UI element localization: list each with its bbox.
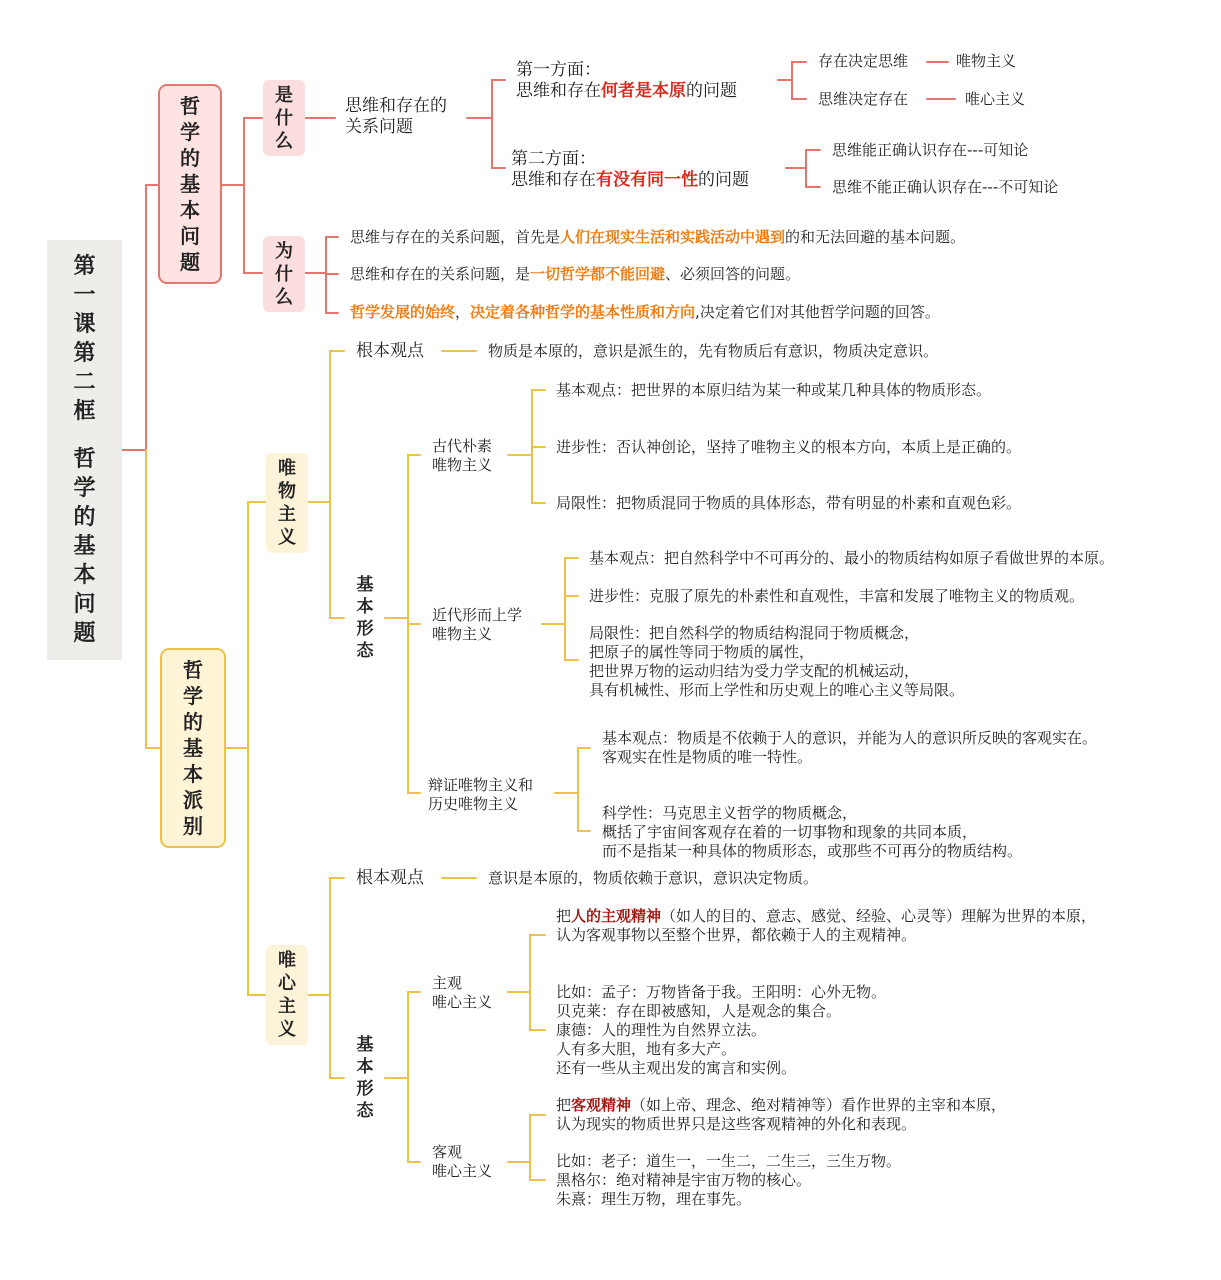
- materialism-basic-view-label: 根本观点: [356, 341, 424, 361]
- aspect1-connector: [778, 62, 806, 99]
- objective-connector: [508, 1115, 545, 1180]
- leaf-thought-determines: 思维决定存在: [818, 90, 909, 108]
- branch-basic-schools: 哲 学 的 基 本 派 别: [160, 648, 226, 848]
- dialectical-materialism-label: 辩证唯物主义和 历史唯物主义: [428, 776, 534, 813]
- aspect1-title: 第一方面：: [516, 60, 601, 80]
- modern-basic-view: 基本观点：把自然科学中不可再分的、最小的物质结构如原子看做世界的本原。: [589, 549, 1115, 567]
- idealism-basic-view: 意识是本原的，物质依赖于意识，意识决定物质。: [488, 869, 819, 887]
- leaf-dash: [927, 62, 955, 99]
- materialism-basic-view: 物质是本原的，意识是派生的，先有物质后有意识，物质决定意识。: [488, 342, 939, 360]
- why-reason-1: 思维与存在的关系问题，首先是人们在现实生活和实践活动中遇到的和无法回避的基本问题。: [350, 228, 966, 246]
- subjective-connector: [508, 935, 545, 1030]
- ancient-limitation: 局限性：把物质混同于物质的具体形态，带有明显的朴素和直观色彩。: [556, 494, 1022, 512]
- idealism-forms-label: 基 本 形 态: [356, 1035, 374, 1121]
- ancient-connector: [508, 390, 545, 503]
- modern-materialism-label: 近代形而上学 唯物主义: [432, 606, 523, 643]
- relation-connector: [467, 80, 505, 168]
- idealism-basic-view-label: 根本观点: [356, 868, 424, 888]
- leaf-materialism: 唯物主义: [956, 52, 1017, 70]
- subjective-examples: 比如：孟子：万物皆备于我。王阳明：心外无物。 贝克莱：存在即被感知，人是观念的集合。 康德：人的理性为自然界立法。 人有多大胆，地有多大产。 还有一些从主观出发的寓言和实例。: [556, 983, 887, 1077]
- dialectical-basic-view: 基本观点：物质是不依赖于人的意识，并能为人的意识所反映的客观实在。 客观实在性是物质的唯一特性。: [602, 729, 1098, 766]
- objective-idealism-label: 客观 唯心主义: [432, 1143, 493, 1180]
- why-label: 为 什 么: [263, 236, 305, 312]
- modern-progress: 进步性：克服了原先的朴素性和直观性，丰富和发展了唯物主义的物质观。: [589, 587, 1085, 605]
- branch-basic-question: 哲 学 的 基 本 问 题: [158, 84, 222, 284]
- leaf-idealism: 唯心主义: [965, 90, 1026, 108]
- root-title: 第 一 课 第 二 框 哲 学 的 基 本 问 题: [47, 240, 122, 660]
- materialism-connector: [308, 351, 344, 618]
- objective-examples: 比如：老子：道生一，一生二，二生三，三生万物。 黑格尔：绝对精神是宇宙万物的核心。 朱熹：理生万物，理在事先。: [556, 1152, 902, 1208]
- dialectical-connector: [555, 748, 590, 831]
- aspect2-connector: [786, 150, 820, 187]
- why-connector: [305, 237, 338, 313]
- idealism-label: 唯 心 主 义: [266, 945, 308, 1045]
- relation-node: 思维和存在的 关系问题: [345, 96, 447, 137]
- subjective-idealism-label: 主观 唯心主义: [432, 974, 493, 1011]
- subjective-definition: 把人的主观精神（如人的目的、意志、感觉、经验、心灵等）理解为世界的本原， 认为客观事物以至整个世界，都依赖于人的主观精神。: [556, 907, 1097, 944]
- dialectical-scientific: 科学性：马克思主义哲学的物质概念， 概括了宇宙间客观存在着的一切事物和现象的共同本质， 而不是指某一种具体的物质形态，或那些不可再分的物质结构。: [602, 804, 1023, 860]
- aspect2-text: 思维和存在有没有同一性的问题: [511, 170, 749, 190]
- ancient-basic-view: 基本观点：把世界的本原归结为某一种或某几种具体的物质形态。: [556, 381, 992, 399]
- branch1-connector: [222, 118, 262, 273]
- what-label: 是 什 么: [263, 80, 305, 156]
- modern-connector: [542, 558, 578, 660]
- why-reason-2: 思维和存在的关系问题，是一切哲学都不能回避、必须回答的问题。: [350, 265, 801, 283]
- leaf-unknowable: 思维不能正确认识存在---不可知论: [832, 178, 1059, 196]
- ancient-progress: 进步性：否认神创论，坚持了唯物主义的根本方向，本质上是正确的。: [556, 438, 1022, 456]
- leaf-knowable: 思维能正确认识存在---可知论: [832, 141, 1029, 159]
- forms-connector: [385, 455, 420, 793]
- ancient-materialism-label: 古代朴素 唯物主义: [432, 437, 493, 474]
- root-connector: [122, 185, 158, 450]
- aspect1-text: 思维和存在何者是本原的问题: [516, 81, 737, 101]
- objective-definition: 把客观精神（如上帝、理念、绝对精神等）看作世界的主宰和本原， 认为现实的物质世界只是这些客观精神的外化和表现。: [556, 1096, 1007, 1133]
- modern-limitation: 局限性：把自然科学的物质结构混同于物质概念， 把原子的属性等同于物质的属性， 把世界万物的运动归结为受力学支配的机械运动， 具有机械性、形而上学性和历史观上的唯心主义等局限。: [589, 624, 965, 699]
- why-reason-3: 哲学发展的始终，决定着各种哲学的基本性质和方向,决定着它们对其他哲学问题的回答。: [350, 303, 940, 321]
- materialism-label: 唯 物 主 义: [266, 453, 308, 553]
- branch2-connector: [226, 502, 265, 995]
- forms-connector: [385, 992, 420, 1162]
- idealism-connector: [308, 878, 344, 1078]
- aspect2-title: 第二方面：: [511, 149, 596, 169]
- root-connector: [146, 450, 160, 748]
- materialism-forms-label: 基 本 形 态: [356, 575, 374, 661]
- leaf-being-determines: 存在决定思维: [818, 52, 909, 70]
